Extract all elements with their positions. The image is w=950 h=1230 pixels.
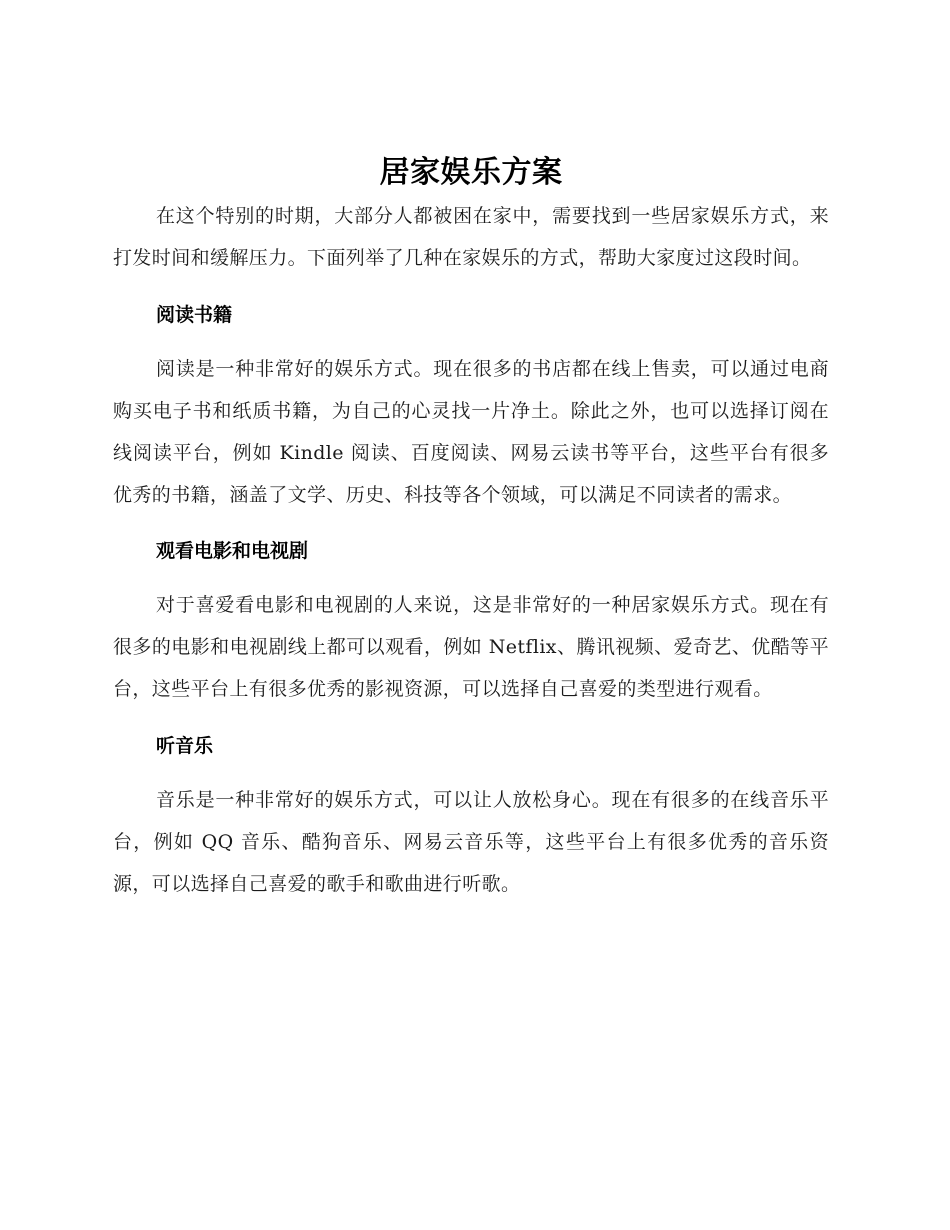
section-body-music: 音乐是一种非常好的娱乐方式，可以让人放松身心。现在有很多的在线音乐平台，例如 QQ 音乐、酷狗音乐、网易云音乐等，这些平台上有很多优秀的音乐资源，可以选择自己喜爱的歌手和歌曲进行听歌。 <box>113 789 829 895</box>
section-body-reading: 阅读是一种非常好的娱乐方式。现在很多的书店都在线上售卖，可以通过电商购买电子书和纸质书籍，为自己的心灵找一片净土。除此之外，也可以选择订阅在线阅读平台，例如 Kindle 阅读、百度阅读、网易云读书等平台，这些平台有很多优秀的书籍，涵盖了文学、历史、科技等各个领域，可以满足不同读者的需求。 <box>113 358 829 506</box>
intro-paragraph: 在这个特别的时期，大部分人都被困在家中，需要找到一些居家娱乐方式，来打发时间和缓解压力。下面列举了几种在家娱乐的方式，帮助大家度过这段时间。 <box>113 205 829 269</box>
section-heading-reading: 阅读书籍 <box>156 304 233 326</box>
section-body-movies: 对于喜爱看电影和电视剧的人来说，这是非常好的一种居家娱乐方式。现在有很多的电影和电视剧线上都可以观看，例如 Netflix、腾讯视频、爱奇艺、优酷等平台，这些平台上有很多优秀的影视资源，可以选择自己喜爱的类型进行观看。 <box>113 594 829 700</box>
document-body <box>113 150 829 905</box>
section-heading-movies: 观看电影和电视剧 <box>156 540 309 562</box>
page-title: 居家娱乐方案 <box>379 155 563 190</box>
section-heading-music: 听音乐 <box>156 735 214 757</box>
